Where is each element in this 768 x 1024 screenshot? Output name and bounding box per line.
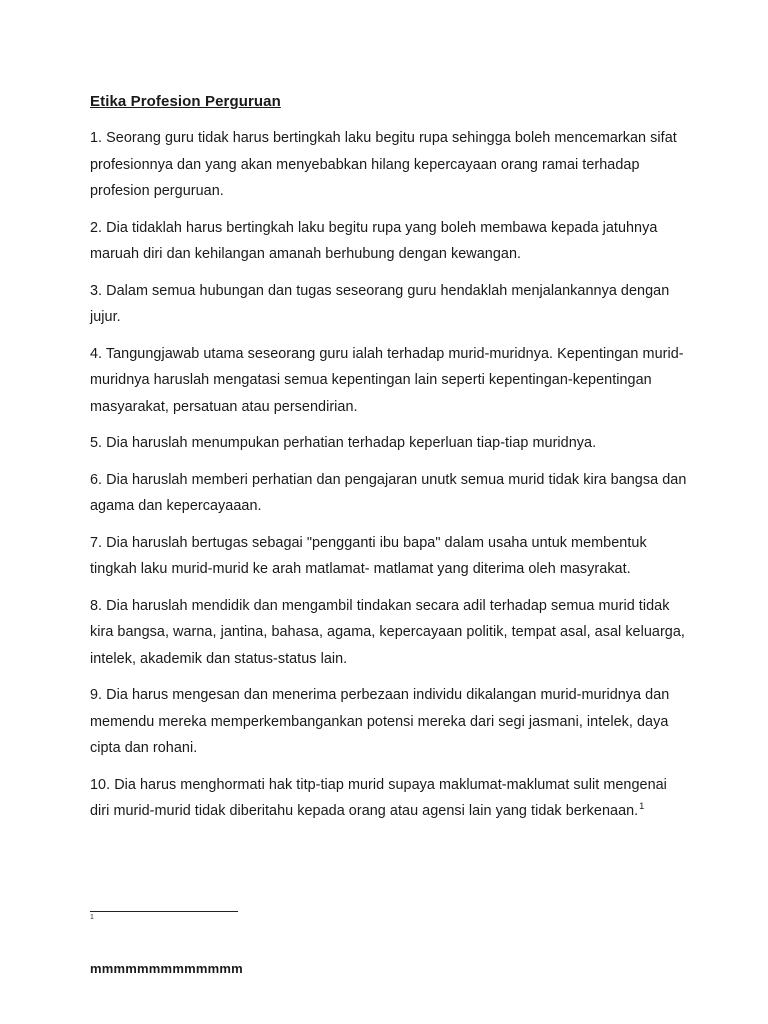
- list-item-4: 4. Tangungjawab utama seseorang guru ialah terhadap murid-muridnya. Kepentingan murid-muridnya haruslah mengatasi semua kepentingan lain seperti kepentingan-kepentingan masyarakat, persatuan atau persendirian.: [90, 345, 684, 415]
- list-item-1: 1. Seorang guru tidak harus bertingkah laku begitu rupa sehingga boleh mencemarkan sifat profesionnya dan yang akan menyebabkan hilang kepercayaan orang ramai terhadap profesion perguruan.: [90, 130, 677, 199]
- list-item-6: 6. Dia haruslah memberi perhatian dan pengajaran unutk semua murid tidak kira bangsa dan agama dan kepercayaaan.: [90, 471, 687, 514]
- list-item-7: 7. Dia haruslah bertugas sebagai "pengganti ibu bapa" dalam usaha untuk membentuk tingkah laku murid-murid ke arah matlamat- matlamat yang diterima oleh masyrakat.: [90, 534, 647, 577]
- list-item-5: 5. Dia haruslah menumpukan perhatian terhadap keperluan tiap-tiap muridnya.: [90, 435, 597, 451]
- footnote-separator: [90, 911, 238, 912]
- list-item-3: 3. Dalam semua hubungan dan tugas seseorang guru hendaklah menjalankannya dengan jujur.: [90, 282, 670, 325]
- list-item-2: 2. Dia tidaklah harus bertingkah laku begitu rupa yang boleh membawa kepada jatuhnya maruah diri dan kehilangan amanah berhubung dengan kewangan.: [90, 219, 658, 262]
- list-item-10: [90, 772, 690, 825]
- document-body: [90, 92, 690, 835]
- bottom-text: mmmmmmmmmmmmm: [90, 961, 243, 976]
- footnote-reference[interactable]: 1: [639, 801, 645, 812]
- list-item-9: 9. Dia harus mengesan dan menerima perbezaan individu dikalangan murid-muridnya dan memendu mereka memperkembangankan potensi mereka dari segi jasmani, intelek, daya cipta dan rohani.: [90, 687, 670, 756]
- footnote-number: 1: [90, 914, 94, 921]
- list-item-10-text: 10. Dia harus menghormati hak titp-tiap murid supaya maklumat-maklumat sulit mengenai diri murid-murid tidak diberitahu kepada orang atau agensi lain yang tidak berkenaan.: [90, 776, 667, 819]
- document-title: Etika Profesion Perguruan: [90, 93, 281, 110]
- list-item-8: 8. Dia haruslah mendidik dan mengambil tindakan secara adil terhadap semua murid tidak kira bangsa, warna, jantina, bahasa, agama, kepercayaan politik, tempat asal, asal keluarga, intelek, akademik dan status-status lain.: [90, 597, 685, 667]
